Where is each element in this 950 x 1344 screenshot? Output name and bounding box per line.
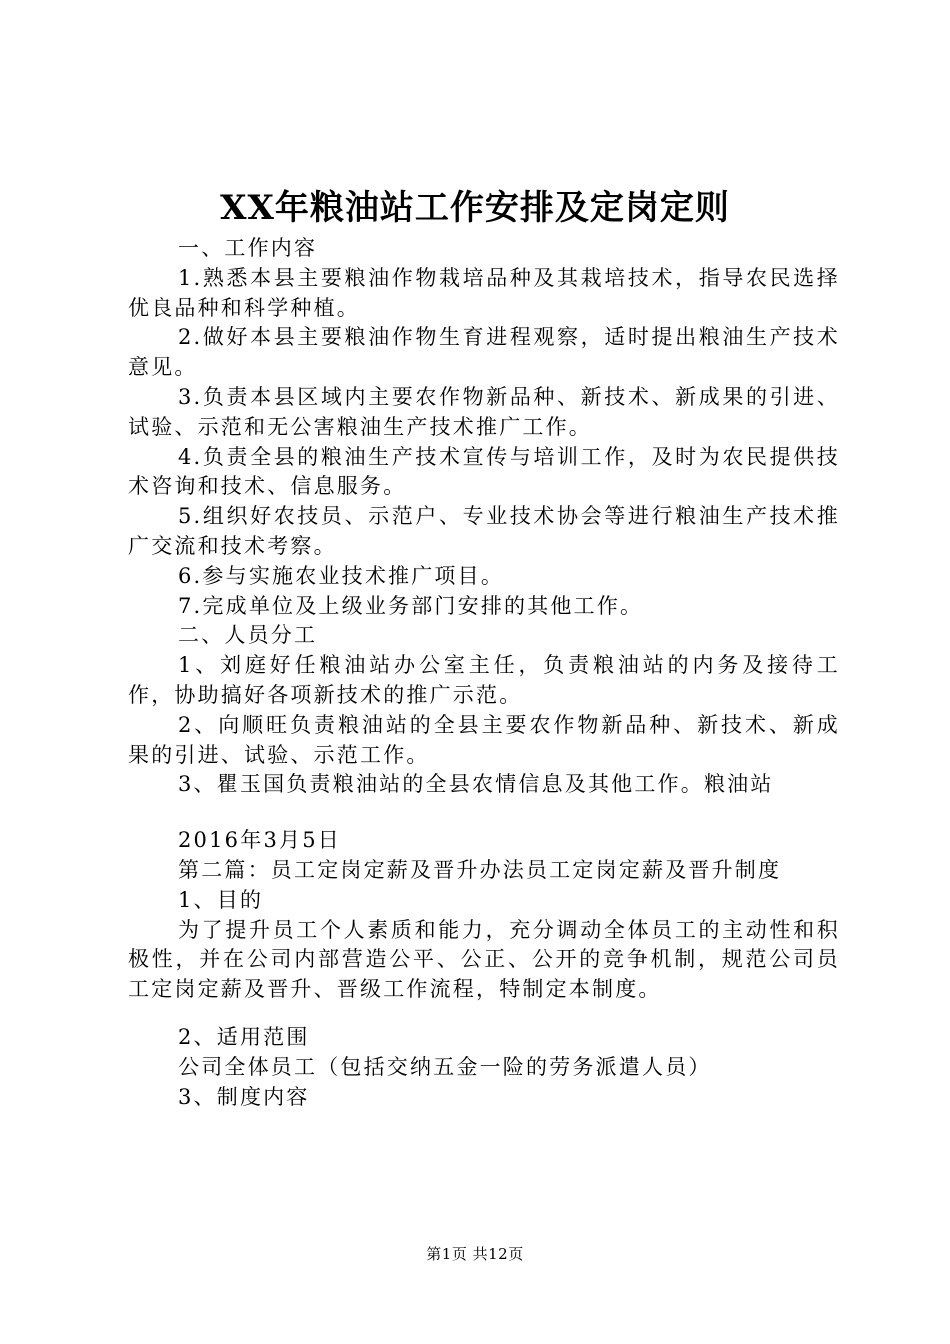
document-title: XX年粮油站工作安排及定岗定则 bbox=[220, 188, 730, 228]
paragraph-purpose: 为了提升员工个人素质和能力，充分调动全体员工的主动性和积极性，并在公司内部营造公平、公正、公开的竞争机制，规范公司员工定岗定薪及晋升、晋级工作流程，特制定本制度。 bbox=[128, 917, 840, 1002]
section-policy-content: 3、制度内容 bbox=[178, 1084, 310, 1109]
second-chapter-heading: 第二篇：员工定岗定薪及晋升办法员工定岗定薪及晋升制度 bbox=[178, 857, 782, 882]
paragraph-item-3: 3.负责本县区域内主要农作物新品种、新技术、新成果的引进、试验、示范和无公害粮油生产技术推广工作。 bbox=[128, 384, 840, 439]
section-heading-staff: 二、人员分工 bbox=[178, 623, 318, 648]
paragraph-item-1: 1.熟悉本县主要粮油作物栽培品种及其栽培技术，指导农民选择优良品种和科学种植。 bbox=[128, 265, 840, 320]
section-scope: 2、适用范围 bbox=[178, 1024, 310, 1049]
paragraph-scope: 公司全体员工（包括交纳五金一险的劳务派遣人员） bbox=[178, 1054, 712, 1079]
paragraph-item-5: 5.组织好农技员、示范户、专业技术协会等进行粮油生产技术推广交流和技术考察。 bbox=[128, 504, 840, 558]
paragraph-item-6: 6.参与实施农业技术推广项目。 bbox=[178, 563, 505, 588]
section-heading-work-content: 一、工作内容 bbox=[178, 236, 318, 260]
document-body bbox=[128, 234, 840, 1112]
paragraph-staff-2: 2、向顺旺负责粮油站的全县主要农作物新品种、新技术、新成果的引进、试验、示范工作。 bbox=[128, 712, 840, 767]
document-date: 2016年3月5日 bbox=[178, 828, 341, 853]
paragraph-staff-3: 3、瞿玉国负责粮油站的全县农情信息及其他工作。粮油站 bbox=[178, 772, 774, 797]
paragraph-item-7: 7.完成单位及上级业务部门安排的其他工作。 bbox=[178, 593, 644, 618]
spacer bbox=[128, 800, 840, 826]
section-purpose: 1、目的 bbox=[178, 887, 264, 912]
page-number: 第1页 共12页 bbox=[426, 1245, 524, 1263]
paragraph-item-4: 4.负责全县的粮油生产技术宣传与培训工作，及时为农民提供技术咨询和技术、信息服务。 bbox=[128, 444, 840, 499]
spacer bbox=[128, 1005, 840, 1023]
paragraph-item-2: 2.做好本县主要粮油作物生育进程观察，适时提出粮油生产技术意见。 bbox=[128, 325, 840, 380]
paragraph-staff-1: 1、刘庭好任粮油站办公室主任，负责粮油站的内务及接待工作，协助搞好各项新技术的推广示范。 bbox=[128, 653, 840, 707]
